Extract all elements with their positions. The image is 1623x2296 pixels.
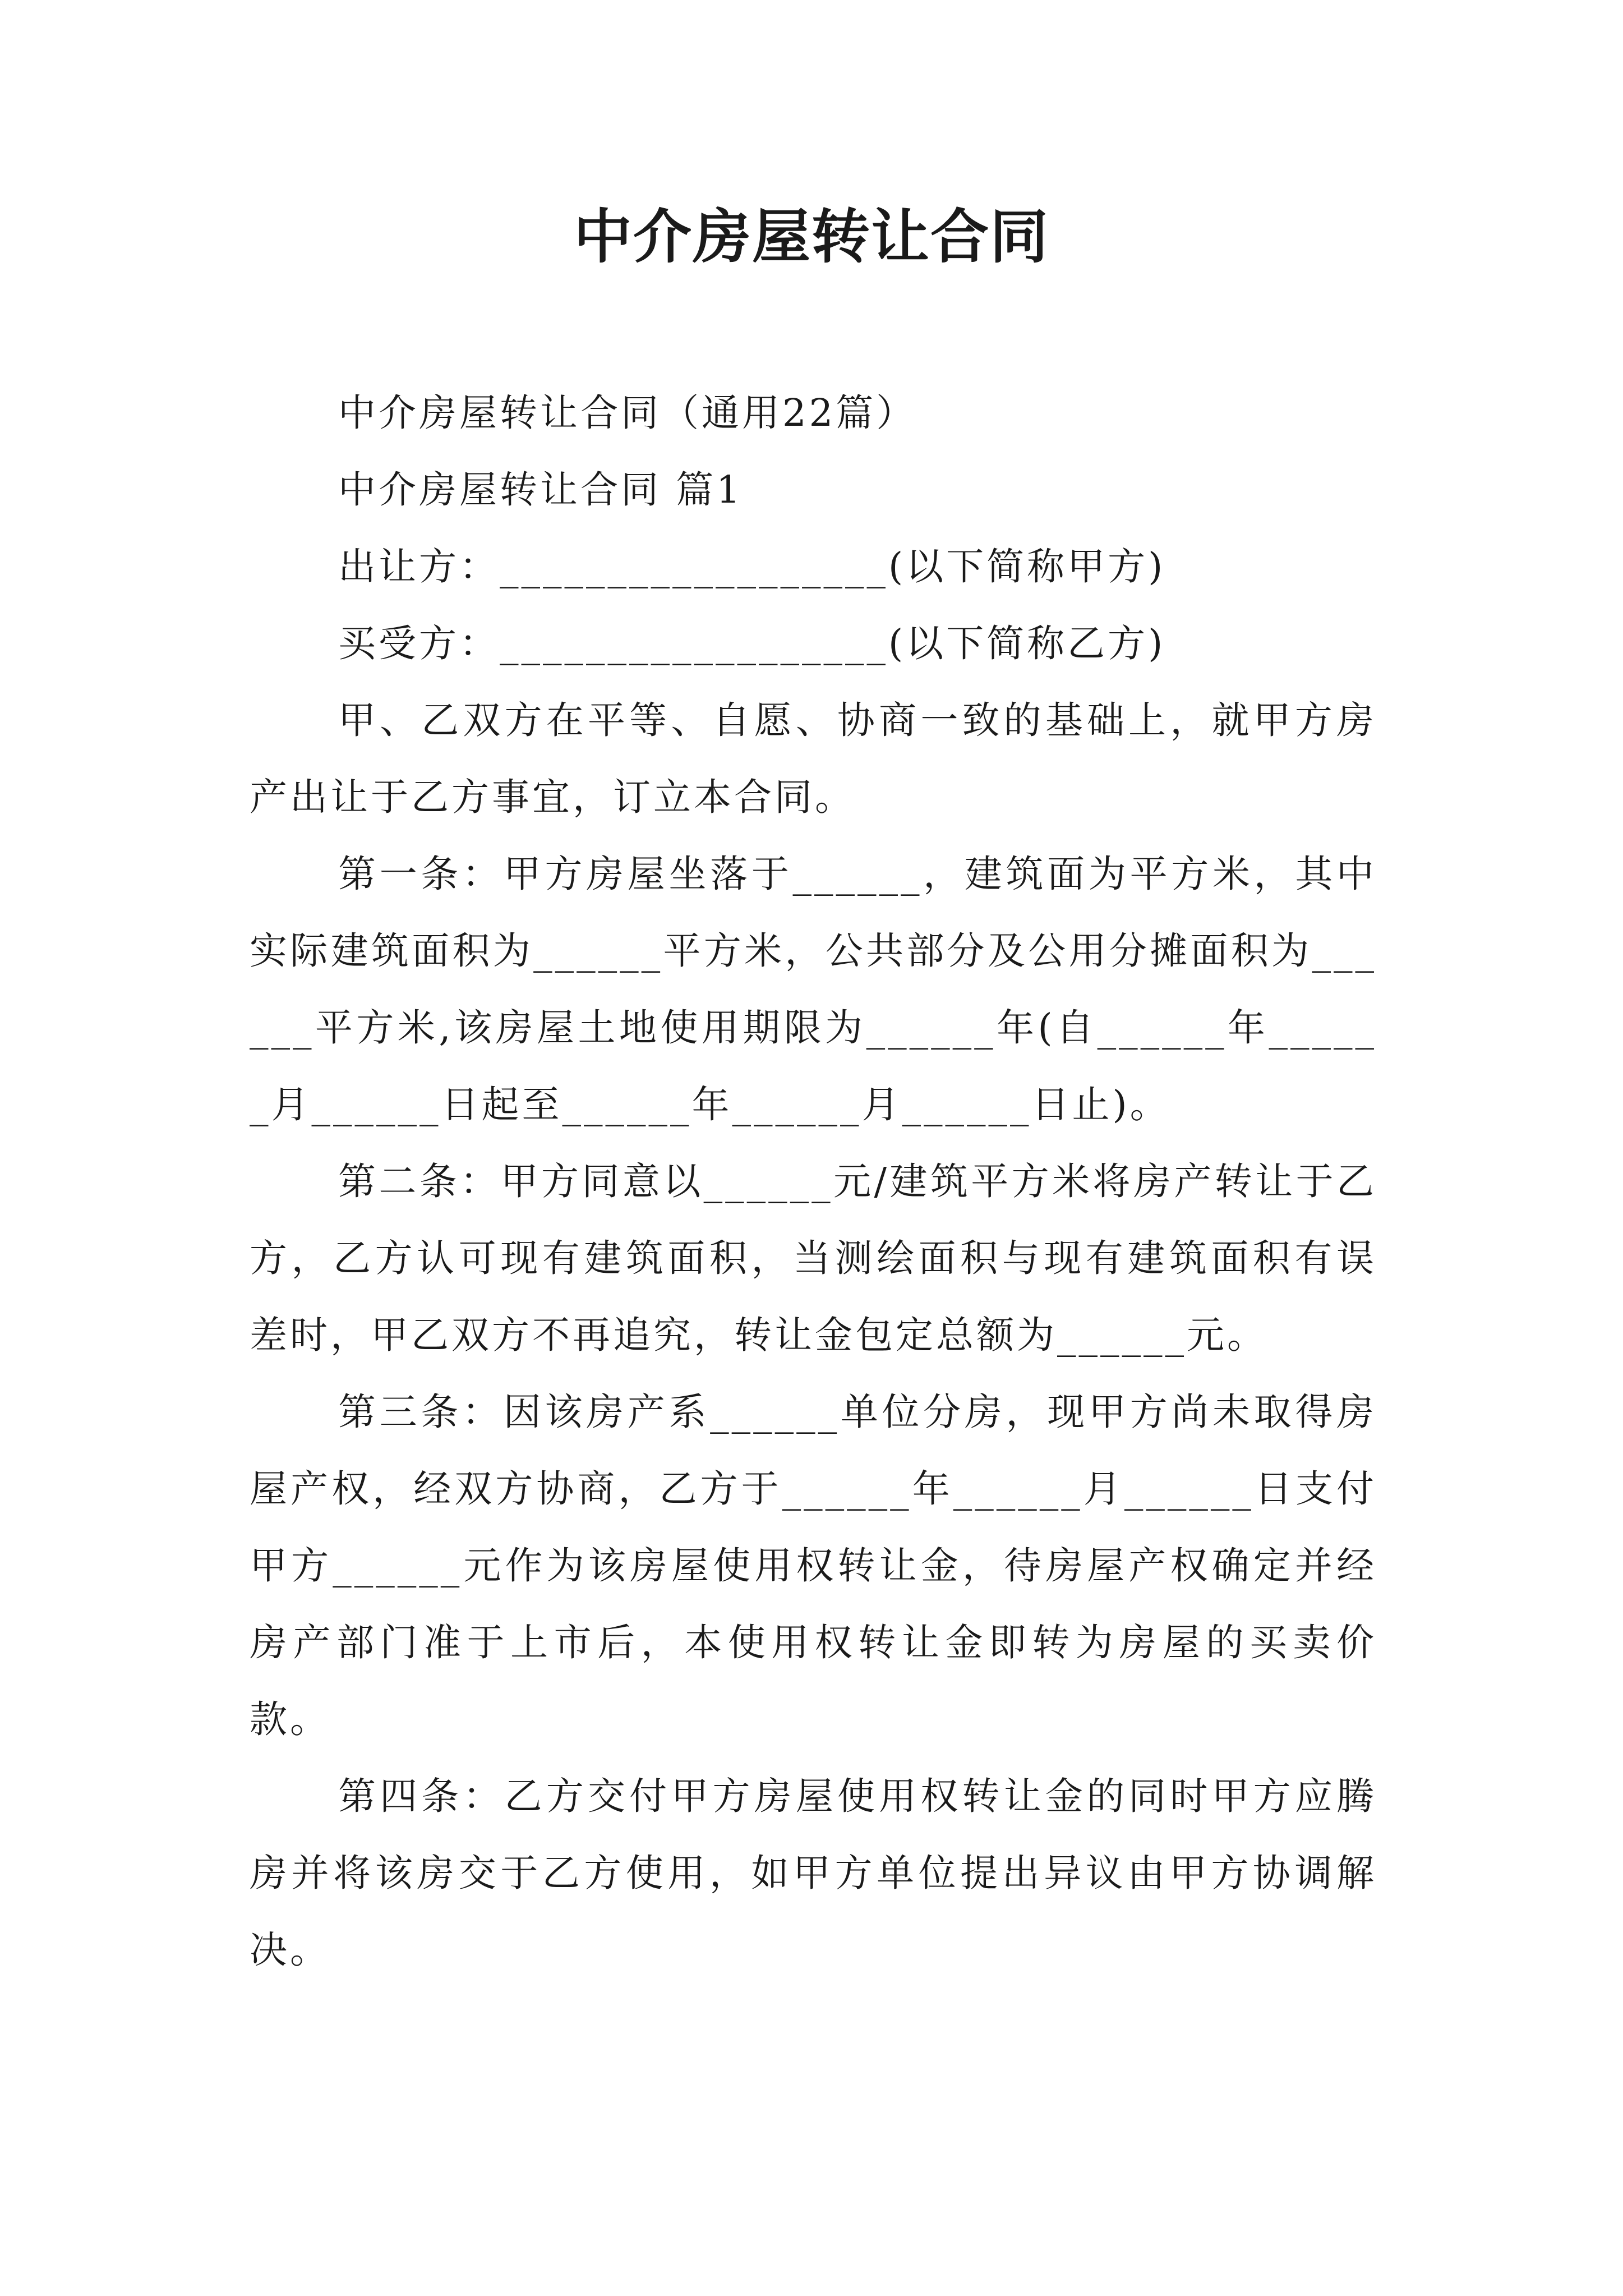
paragraph-article-1: 第一条：甲方房屋坐落于______，建筑面为平方米，其中实际建筑面积为______平方米，公共部分及公用分摊面积为______平方米,该房屋土地使用期限为______年(自______年______月______日起至______年______月______日止)。 xyxy=(250,852,1377,1126)
document-title: 中介房屋转让合同 xyxy=(573,203,1049,271)
paragraph-seller-line: 出让方：__________________(以下简称甲方) xyxy=(338,545,1166,588)
paragraph-article-4: 第四条：乙方交付甲方房屋使用权转让金的同时甲方应腾房并将该房交于乙方使用，如甲方单位提出异议由甲方协调解决。 xyxy=(250,1774,1377,1972)
document-body xyxy=(250,375,1377,1989)
paragraph-buyer-line: 买受方：__________________(以下简称乙方) xyxy=(338,622,1166,665)
paragraph-article-3: 第三条：因该房产系______单位分房，现甲方尚未取得房屋产权，经双方协商，乙方于______年______月______日支付甲方______元作为该房屋使用权转让金，待房屋产权确定并经房产部门准于上市后，本使用权转让金即转为房屋的买卖价款。 xyxy=(250,1390,1377,1741)
paragraph-preamble: 甲、乙双方在平等、自愿、协商一致的基础上，就甲方房产出让于乙方事宜，订立本合同。 xyxy=(250,698,1377,819)
paragraph-section-heading: 中介房屋转让合同 篇1 xyxy=(338,468,743,512)
paragraph-subtitle: 中介房屋转让合同（通用22篇） xyxy=(338,391,917,435)
paragraph-article-2: 第二条：甲方同意以______元/建筑平方米将房产转让于乙方，乙方认可现有建筑面积，当测绘面积与现有建筑面积有误差时，甲乙双方不再追究，转让金包定总额为______元。 xyxy=(250,1159,1377,1357)
